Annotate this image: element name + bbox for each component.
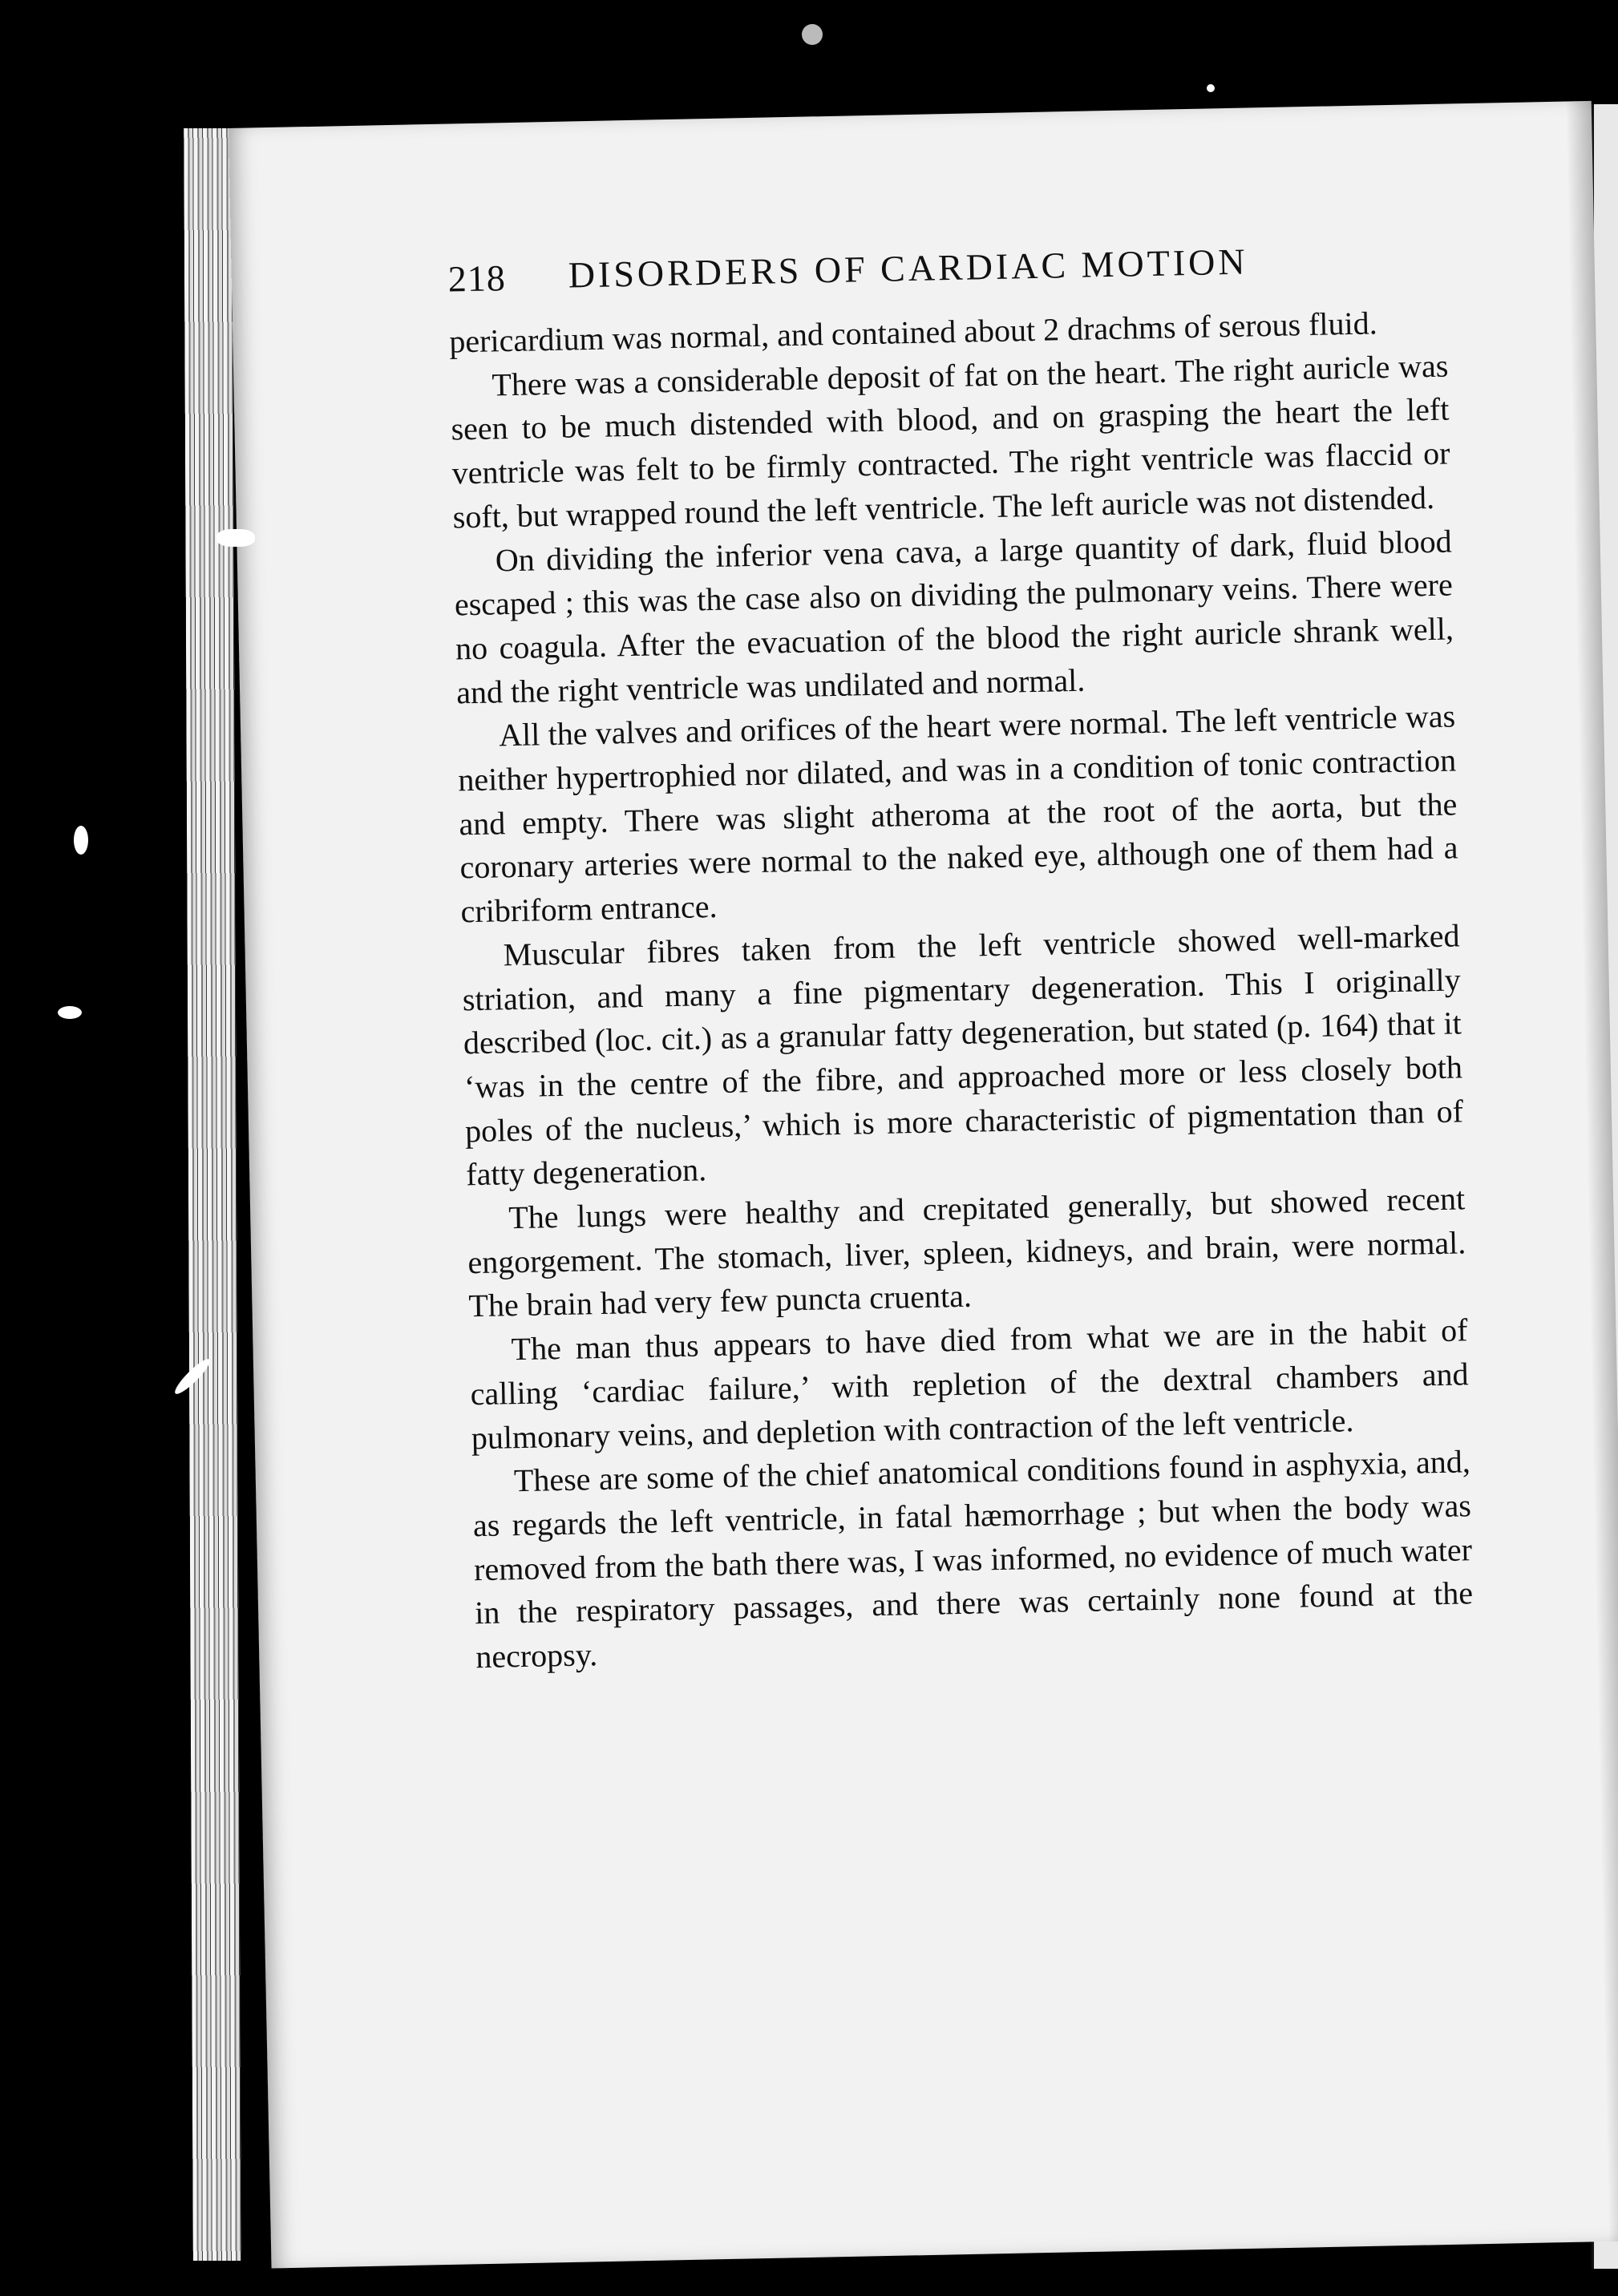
scan-speck — [802, 24, 823, 45]
paragraph: The man thus appears to have died from what we are in the habit of calling ‘cardiac failure,’ with repletion of the dextral chambers and pulmonary veins, and depletion with contraction of the left ventricle. — [470, 1312, 1469, 1456]
body-text — [449, 301, 1474, 1680]
paragraph: All the valves and orifices of the heart were normal. The left ventricle was neither hypertrophied nor dilated, and was in a condition of tonic contraction and empty. There was slight atheroma at the root of the aorta, but the coronary arteries were normal to the naked eye, although one of them had a cribriform entrance. — [457, 697, 1458, 930]
paragraph: These are some of the chief anatomical conditions found in asphyxia, and, as regards the left ventricle, in fatal hæmorrhage ; but when the body was removed from the bath there was, I was informed, no evidence of much water in the respiratory passages, and there was certainly none found at the necropsy. — [472, 1443, 1474, 1676]
page-header — [447, 235, 1491, 304]
scan-speck — [74, 826, 88, 855]
page-number: 218 — [447, 257, 507, 300]
scan-speck — [1207, 84, 1215, 92]
paragraph: The lungs were healthy and crepitated generally, but showed recent engorgement. The stomach, liver, spleen, kidneys, and brain, were normal. The brain had very few puncta cruenta. — [467, 1180, 1466, 1324]
paragraph: Muscular fibres taken from the left ventricle showed well-marked striation, and many a fine pigmentary degeneration. This I originally described (loc. cit.) as a granular fatty degeneration, but stated (p. 164) that it ‘was in the centre of the fibre, and approached more or less closely both poles of the nucleus,’ which is more characteristic of pigmentation than of fatty degeneration. — [462, 917, 1464, 1193]
scan-speck — [216, 529, 255, 547]
running-head: DISORDERS OF CARDIAC MOTION — [568, 241, 1249, 296]
paragraph: On dividing the inferior vena cava, a large quantity of dark, fluid blood escaped ; this was the case also on dividing the pulmonary veins. There were no coagula. After the evacuation of the blood the right auricle shrank well, and the right ventricle was undilated and normal. — [454, 523, 1454, 711]
paragraph: There was a considerable deposit of fat on the heart. The right auricle was seen to be much distended with blood, and on grasping the heart the left ventricle was felt to be firmly contracted. The right ventricle was flaccid or soft, but wrapped round the left ventricle. The left auricle was not distended. — [451, 347, 1450, 536]
paragraph: pericardium was normal, and contained about 2 drachms of serous fluid. — [448, 305, 1378, 360]
book-page — [229, 101, 1618, 2269]
book-page-edges — [184, 128, 241, 2261]
scan-speck — [58, 1006, 82, 1019]
